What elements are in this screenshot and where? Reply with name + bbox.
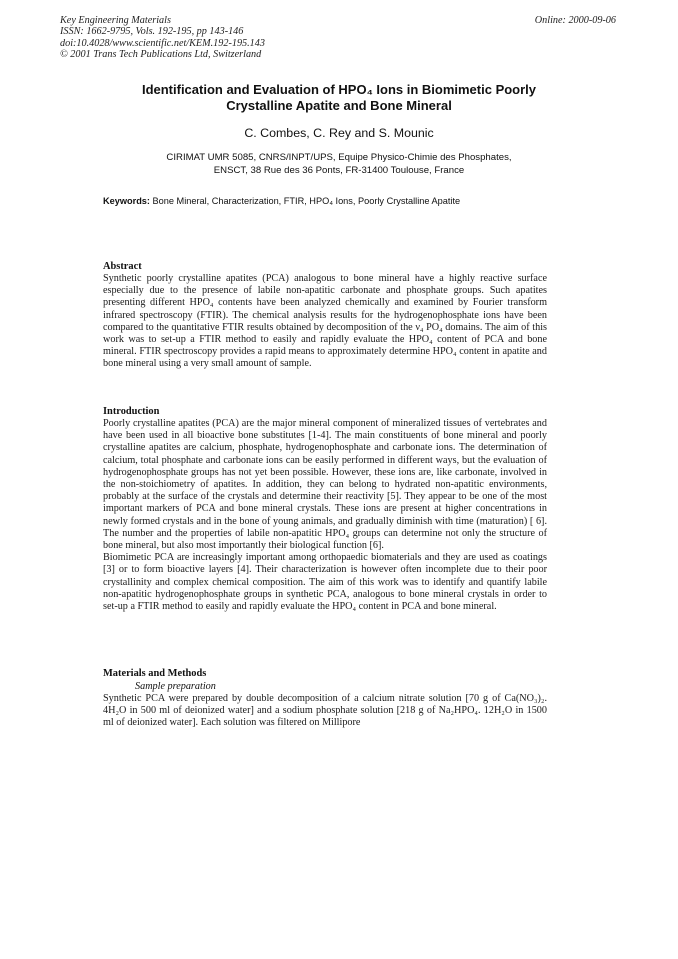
affiliation-line-2: ENSCT, 38 Rue des 36 Ponts, FR-31400 Toulouse, France	[213, 164, 465, 176]
methods-subheading: Sample preparation	[135, 681, 216, 692]
title-line-1: Identification and Evaluation of HPO₄ Ions in Biomimetic Poorly	[141, 82, 537, 97]
keywords	[103, 196, 583, 206]
introduction-paragraph-1: Poorly crystalline apatites (PCA) are the major mineral component of mineralized tissues of vertebrates and have been used in all bioactive bone substitutes [1-4]. The main constituents of bone mineral and poorly crystalline apatites are calcium, phosphate, hydrogenophosphate and carbonate ions. The determination of calcium, total phosphate and carbonate ions can be easily performed in different ways, but the evaluation of hydrogenophosphate groups has not yet been possible. However, these ions are, like carbonate, involved in the non-stoichiometry of apatites. In addition, they can belong to hydrated non-apatitic environments, probably at the surface of the crystals and determine their reactivity [5]. They appear to be one of the most important markers of PCA and bone mineral crystals. These ions are present at higher concentrations in newly formed crystals and in the bone of young animals, and gradually diminish with time (maturation) [ 6]. The number and the properties of labile non-apatitic HPO₄ groups can determine not only the structure of bone mineral, but also most importantly their biological function [6].	[103, 418, 547, 552]
abstract-text: Synthetic poorly crystalline apatites (PCA) analogous to bone mineral have a highly reactive surface especially due to the presence of labile non-apatitic carbonate and phosphate groups. Such apatites presenting different HPO₄ contents have been analyzed chemically and examined by Fourier transform infrared spectroscopy (FTIR). The chemical analysis results for the hydrogenophosphate ions have been compared to the quantitative FTIR results obtained by decomposition of the ν₄ PO₄ domains. The aim of this work was to set-up a FTIR method to easily and rapidly evaluate the HPO₄ content of PCA and bone mineral. FTIR spectroscopy provides a rapid means to approximately determine HPO₄ content in apatite and bone mineral using a very small amount of sample.	[103, 273, 547, 370]
methods-heading: Materials and Methods	[103, 668, 207, 679]
journal-header	[60, 15, 265, 61]
abstract-heading: Abstract	[103, 261, 142, 272]
affiliation-line-1: CIRIMAT UMR 5085, CNRS/INPT/UPS, Equipe Physico-Chimie des Phosphates,	[166, 152, 512, 163]
doi-line: doi:10.4028/www.scientific.net/KEM.192-195.143	[60, 37, 265, 49]
issn-line: ISSN: 1662-9795, Vols. 192-195, pp 143-146	[60, 26, 244, 38]
affiliation	[70, 152, 608, 177]
keywords-text: Bone Mineral, Characterization, FTIR, HPO₄ Ions, Poorly Crystalline Apatite	[152, 196, 461, 206]
introduction-heading: Introduction	[103, 406, 160, 417]
introduction-paragraph-2: Biomimetic PCA are increasingly important among orthopaedic biomaterials and they are used as coatings [3] or to form bioactive layers [4]. Their characterization is however often incomplete due to their poor crystallinity and complex chemical composition. The aim of this work was to identify and quantify labile non-apatitic hydrogenophosphate groups in synthetic PCA, analogous to bone mineral crystals in order to set-up a FTIR method to easily and rapidly evaluate the HPO₄ content in PCA and bone mineral.	[103, 552, 547, 613]
paper-title	[70, 82, 608, 114]
online-date: Online: 2000-09-06	[534, 15, 616, 26]
title-line-2: Crystalline Apatite and Bone Mineral	[226, 98, 452, 113]
methods-section	[103, 667, 547, 730]
abstract-section	[103, 260, 547, 371]
methods-text: Synthetic PCA were prepared by double decomposition of a calcium nitrate solution [70 g of Ca(NO₃)₂. 4H₂O in 500 ml of deionized water] and a sodium phosphate solution [218 g of Na₂HPO₄. 12H₂O in 1500 ml of deionized water]. Each solution was filtered on Millipore	[103, 693, 547, 729]
authors: C. Combes, C. Rey and S. Mounic	[244, 126, 434, 140]
journal-name: Key Engineering Materials	[60, 15, 171, 26]
copyright-line: © 2001 Trans Tech Publications Ltd, Switzerland	[60, 49, 262, 61]
introduction-section	[103, 405, 547, 613]
keywords-label: Keywords:	[103, 196, 150, 206]
